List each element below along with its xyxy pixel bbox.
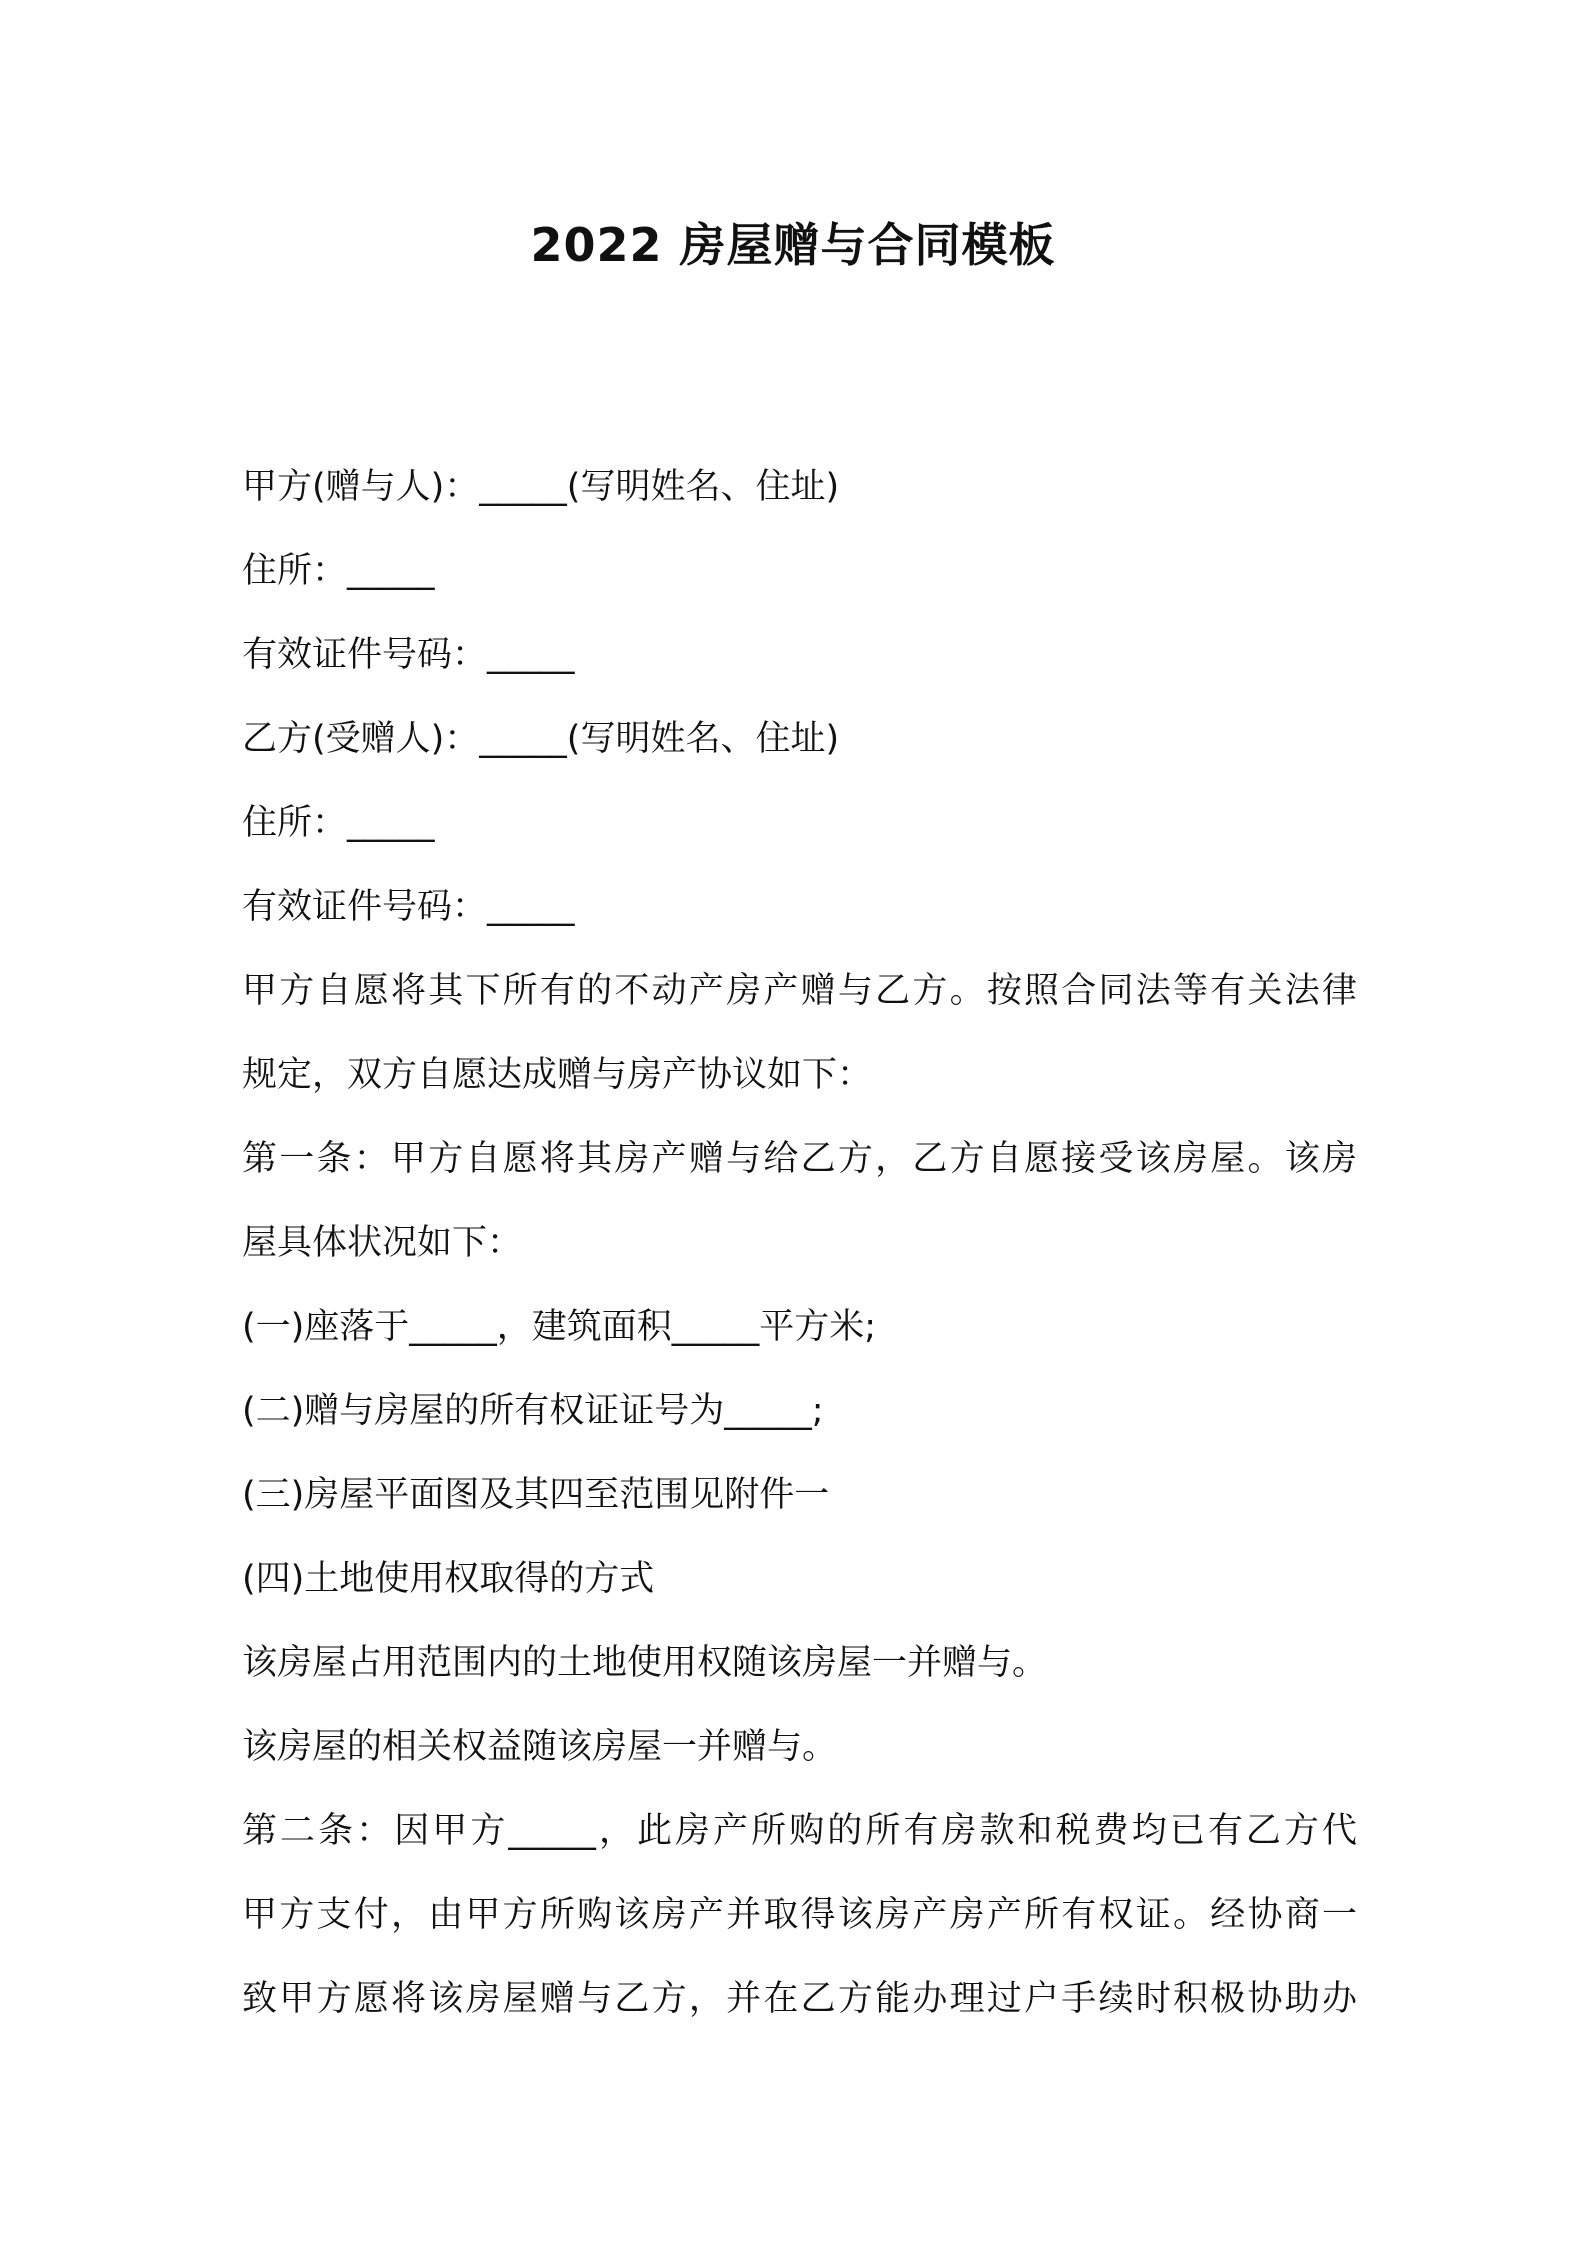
text-line: 住所：_____ — [242, 803, 435, 843]
text-line: 住所：_____ — [242, 551, 435, 591]
text-line: 乙方(受赠人)：_____(写明姓名、住址) — [242, 719, 840, 759]
text-line: 第一条：甲方自愿将其房产赠与给乙方，乙方自愿接受该房屋。该房 — [242, 1139, 1357, 1179]
text-line: (二)赠与房屋的所有权证证号为_____; — [242, 1391, 824, 1431]
text-line: 该房屋的相关权益随该房屋一并赠与。 — [242, 1727, 838, 1767]
text-line: 有效证件号码：_____ — [242, 887, 575, 927]
document-body — [242, 445, 1357, 2041]
text-line: 甲方自愿将其下所有的不动产房产赠与乙方。按照合同法等有关法律 — [242, 971, 1357, 1011]
text-line: 规定，双方自愿达成赠与房产协议如下： — [242, 1055, 873, 1095]
text-line: 甲方支付，由甲方所购该房产并取得该房产房产所有权证。经协商一 — [242, 1895, 1357, 1935]
text-line: (四)土地使用权取得的方式 — [242, 1559, 655, 1599]
document-title: 2022 房屋赠与合同模板 — [530, 218, 1056, 272]
text-line: 该房屋占用范围内的土地使用权随该房屋一并赠与。 — [242, 1643, 1048, 1683]
text-line: 甲方(赠与人)：_____(写明姓名、住址) — [242, 467, 840, 507]
text-line: (三)房屋平面图及其四至范围见附件一 — [242, 1475, 830, 1515]
text-line: 第二条：因甲方_____，此房产所购的所有房款和税费均已有乙方代 — [242, 1811, 1357, 1851]
text-line: 有效证件号码：_____ — [242, 635, 575, 675]
text-line: 致甲方愿将该房屋赠与乙方，并在乙方能办理过户手续时积极协助办 — [242, 1979, 1357, 2019]
text-line: 屋具体状况如下： — [242, 1223, 523, 1263]
text-line: (一)座落于_____，建筑面积_____平方米; — [242, 1307, 877, 1347]
